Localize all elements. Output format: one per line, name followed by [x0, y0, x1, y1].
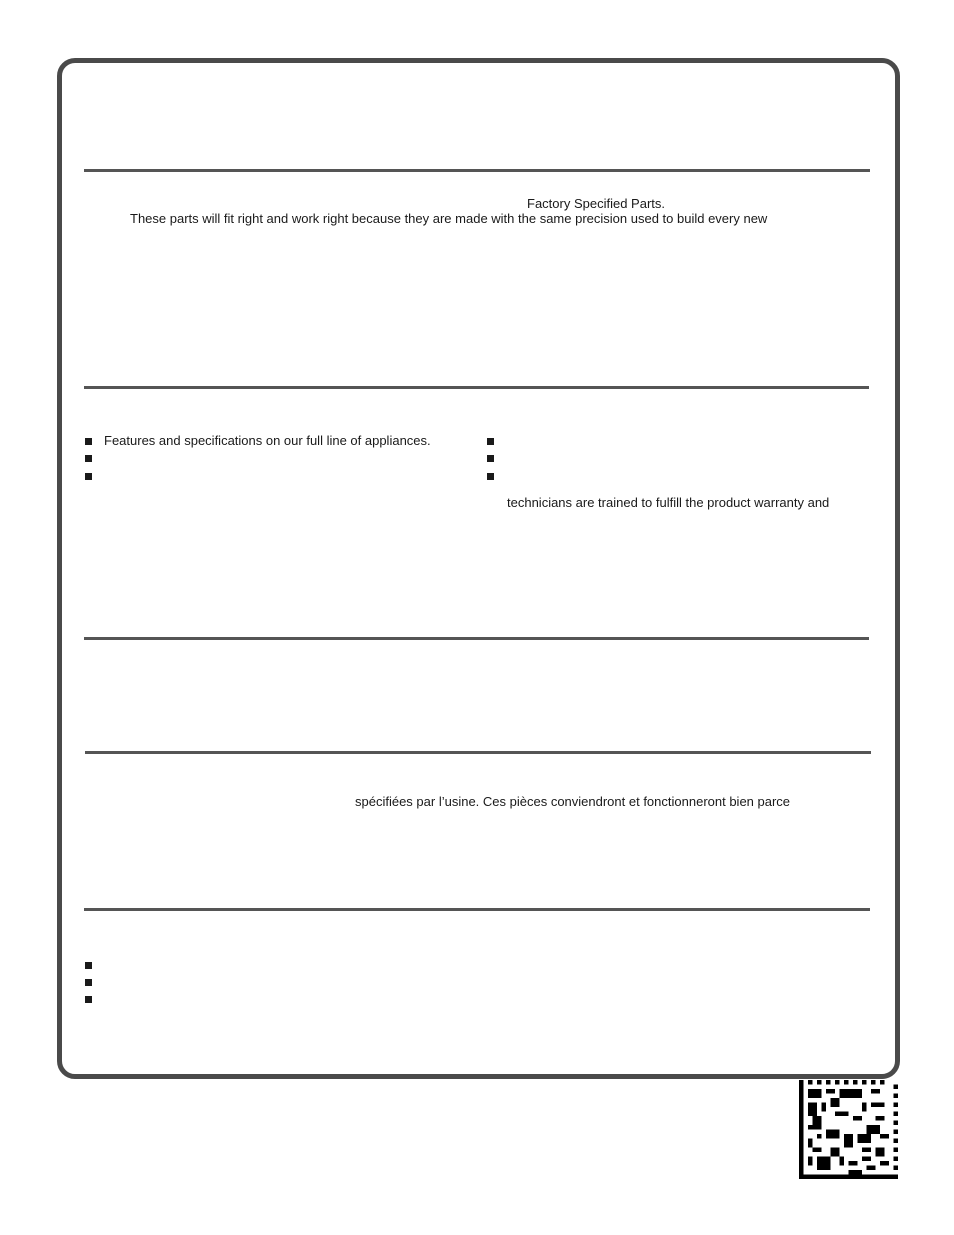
section-divider-1 [84, 169, 870, 172]
bullet-icon [85, 438, 92, 445]
technicians-text: technicians are trained to fulfill the product warranty and [507, 495, 830, 510]
bullet-icon [85, 996, 92, 1003]
bullet-icon [487, 473, 494, 480]
french-parts-text: spécifiées par l’usine. Ces pièces conviendront et fonctionneront bien parce [355, 794, 791, 809]
section-divider-5 [84, 908, 870, 911]
section-divider-4 [85, 751, 871, 754]
online-bullet-1: Features and specifications on our full line of appliances. [104, 433, 431, 448]
section-divider-2 [84, 386, 869, 389]
section-divider-3 [84, 637, 869, 640]
bullet-icon [85, 979, 92, 986]
datamatrix-barcode-icon [799, 1080, 898, 1179]
parts-description: These parts will fit right and work right because they are made with the same precision used to build every new [130, 211, 768, 226]
bullet-icon [487, 438, 494, 445]
bullet-icon [85, 473, 92, 480]
bullet-icon [487, 455, 494, 462]
bullet-icon [85, 455, 92, 462]
bullet-icon [85, 962, 92, 969]
parts-heading: Factory Specified Parts. [527, 196, 665, 211]
